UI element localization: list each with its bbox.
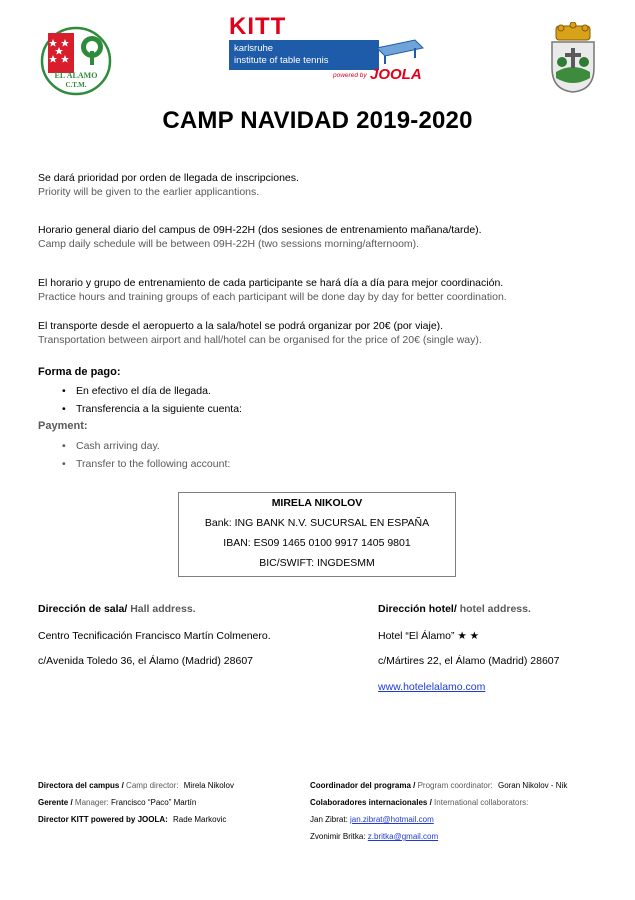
bullet-icon: • bbox=[62, 458, 66, 470]
el-alamo-ctm-logo bbox=[38, 25, 114, 97]
footer-label-en: Program coordinator: bbox=[417, 781, 493, 790]
kitt-banner bbox=[229, 40, 379, 70]
bullet-icon: • bbox=[62, 385, 66, 397]
hall-heading-en: Hall address. bbox=[130, 603, 196, 615]
footer-label-es: Colaboradores internacionales / bbox=[310, 798, 432, 807]
hall-address-heading bbox=[38, 603, 196, 615]
list-item bbox=[38, 455, 230, 473]
bullet-icon: • bbox=[62, 403, 66, 415]
footer-label-es: Director KITT powered by JOOLA: bbox=[38, 815, 168, 824]
collaborator-name: Zvonimir Britka: bbox=[310, 832, 366, 841]
paragraph-es: Se dará prioridad por orden de llegada de inscripciones. bbox=[38, 172, 299, 184]
footer-label-en: Manager: bbox=[74, 798, 109, 807]
paragraph-en: Transportation between airport and hall/hotel can be organised for the price of 20€ (single way). bbox=[38, 334, 482, 346]
paragraph-priority bbox=[38, 171, 608, 199]
footer-value: Goran Nikolov - Nik bbox=[497, 781, 568, 790]
list-item-text: Cash arriving day. bbox=[76, 440, 160, 452]
bank-account-box bbox=[178, 492, 456, 577]
footer-camp-director bbox=[38, 780, 234, 791]
list-item-text: Transferencia a la siguiente cuenta: bbox=[76, 403, 242, 415]
payment-heading-es: Forma de pago: bbox=[38, 366, 121, 378]
bic-swift: BIC/SWIFT: INGDESMM bbox=[259, 557, 375, 569]
logo-left-subtext: C.T.M. bbox=[65, 81, 87, 89]
bank-name: Bank: ING BANK N.V. SUCURSAL EN ESPAÑA bbox=[204, 517, 430, 529]
paragraph-es: Horario general diario del campus de 09H-22H (dos sesiones de entrenamiento mañana/tarde). bbox=[38, 224, 482, 236]
footer-manager bbox=[38, 797, 196, 808]
list-item bbox=[38, 437, 230, 455]
footer-collaborators bbox=[310, 797, 528, 808]
list-item-text: Transfer to the following account: bbox=[76, 458, 231, 470]
paragraph-transport bbox=[38, 319, 608, 347]
paragraph-en: Priority will be given to the earlier applicantions. bbox=[38, 186, 260, 198]
iban: IBAN: ES09 1465 0100 9917 1405 9801 bbox=[223, 537, 411, 549]
footer-label-es: Gerente / bbox=[38, 798, 73, 807]
footer-label-en: International collaborators: bbox=[434, 798, 529, 807]
footer-label-es: Directora del campus / bbox=[38, 781, 124, 790]
hotel-website-link[interactable]: www.hotelelalamo.com bbox=[378, 681, 486, 693]
footer-kitt-director bbox=[38, 814, 226, 825]
collaborator-email-link[interactable]: jan.zibrat@hotmail.com bbox=[350, 815, 434, 824]
kitt-word: KITT bbox=[229, 13, 287, 40]
footer-label-en: Camp director: bbox=[126, 781, 179, 790]
footer-program-coordinator bbox=[310, 780, 567, 791]
paragraph-es: El transporte desde el aeropuerto a la sala/hotel se podrá organizar por 20€ (por viaje). bbox=[38, 320, 444, 332]
coat-of-arms-icon bbox=[548, 22, 598, 94]
paragraph-en: Practice hours and training groups of each participant will be done day by day for better coordination. bbox=[38, 291, 507, 303]
hall-heading-es: Dirección de sala/ bbox=[38, 603, 128, 615]
footer-collaborator-2 bbox=[310, 831, 438, 842]
paragraph-training-groups bbox=[38, 276, 608, 304]
hotel-heading-en: hotel address. bbox=[459, 603, 531, 615]
powered-by-text: powered by bbox=[333, 72, 367, 79]
footer-value: Mirela Nikolov bbox=[183, 781, 234, 790]
account-holder: MIRELA NIKOLOV bbox=[271, 497, 363, 509]
list-item-text: En efectivo el día de llegada. bbox=[76, 385, 211, 397]
hotel-heading-es: Dirección hotel/ bbox=[378, 603, 457, 615]
hotel-name: Hotel “El Álamo” ★ ★ bbox=[378, 630, 480, 642]
hall-address: c/Avenida Toledo 36, el Álamo (Madrid) 28607 bbox=[38, 655, 253, 667]
hotel-address-heading bbox=[378, 603, 531, 615]
kitt-joola-logo bbox=[225, 14, 430, 94]
hall-name: Centro Tecnificación Francisco Martín Colmenero. bbox=[38, 630, 271, 642]
payment-list-es bbox=[38, 382, 242, 418]
logo-left-text: EL ÁLAMO bbox=[54, 71, 98, 80]
paragraph-schedule bbox=[38, 223, 608, 251]
kitt-line1: karlsruhe bbox=[234, 43, 274, 54]
payment-list-en bbox=[38, 437, 230, 473]
collaborator-email-link[interactable]: z.britka@gmail.com bbox=[367, 832, 439, 841]
hotel-address: c/Mártires 22, el Álamo (Madrid) 28607 bbox=[378, 655, 560, 667]
payment-heading-en: Payment: bbox=[38, 420, 88, 432]
list-item bbox=[38, 400, 242, 418]
footer-value: Francisco “Paco” Martín bbox=[110, 798, 197, 807]
list-item bbox=[38, 382, 242, 400]
collaborator-name: Jan Zibrat: bbox=[310, 815, 348, 824]
kitt-line2: institute of table tennis bbox=[234, 55, 329, 66]
footer-label-es: Coordinador del programa / bbox=[310, 781, 416, 790]
paragraph-es: El horario y grupo de entrenamiento de cada participante se hará día a día para mejor coordinación. bbox=[38, 277, 504, 289]
table-tennis-table-icon bbox=[375, 34, 425, 66]
footer-collaborator-1 bbox=[310, 814, 434, 825]
page-title: CAMP NAVIDAD 2019-2020 bbox=[162, 107, 473, 134]
paragraph-en: Camp daily schedule will be between 09H-22H (two sessions morning/afternoom). bbox=[38, 238, 420, 250]
joola-brand: JOOLA bbox=[370, 66, 422, 83]
footer-value: Rade Markovic bbox=[173, 815, 227, 824]
bullet-icon: • bbox=[62, 440, 66, 452]
